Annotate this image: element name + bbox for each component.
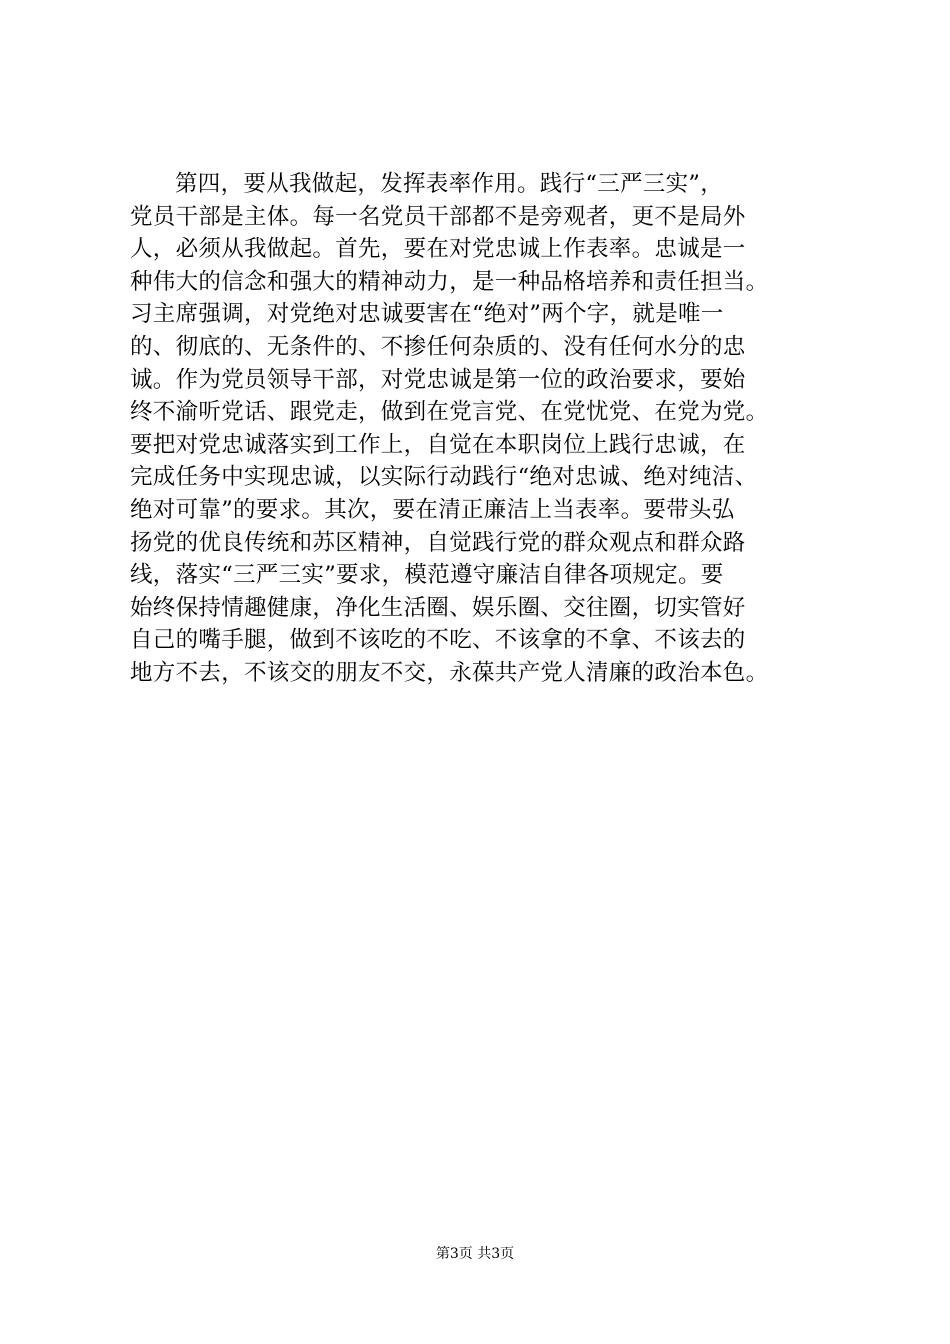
paragraph-line: 诚。作为党员领导干部，对党忠诚是第一位的政治要求，要始: [130, 366, 746, 393]
paragraph-line: 要把对党忠诚落实到工作上，自觉在本职岗位上践行忠诚，在: [130, 431, 746, 458]
paragraph-line: 的、彻底的、无条件的、不掺任何杂质的、没有任何水分的忠: [130, 333, 746, 360]
page-footer: 第3页 共3页: [435, 1246, 515, 1262]
paragraph-line: 线，落实“三严三实”要求，模范遵守廉洁自律各项规定。要: [130, 562, 724, 589]
paragraph-line: 自己的嘴手腿，做到不该吃的不吃、不该拿的不拿、不该去的: [130, 627, 746, 654]
paragraph-line: 人，必须从我做起。首先，要在对党忠诚上作表率。忠诚是一: [130, 236, 746, 263]
paragraph-line: 终不渝听党话、跟党走，做到在党言党、在党忧党、在党为党。: [130, 399, 769, 426]
paragraph-line: 完成任务中实现忠诚，以实际行动践行“绝对忠诚、绝对纯洁、: [130, 464, 758, 491]
paragraph-line: 种伟大的信念和强大的精神动力，是一种品格培养和责任担当。: [130, 268, 769, 295]
paragraph-line: 始终保持情趣健康，净化生活圈、娱乐圈、交往圈，切实管好: [130, 594, 746, 621]
paragraph-line: 第四，要从我做起，发挥表率作用。践行“三严三实”，: [175, 171, 724, 197]
paragraph-line: 党员干部是主体。每一名党员干部都不是旁观者，更不是局外: [130, 203, 746, 230]
paragraph-line: 习主席强调，对党绝对忠诚要害在“绝对”两个字，就是唯一: [130, 301, 724, 328]
body-paragraph: [130, 168, 840, 690]
paragraph-line: 扬党的优良传统和苏区精神，自觉践行党的群众观点和群众路: [130, 529, 746, 556]
paragraph-line: 地方不去，不该交的朋友不交，永葆共产党人清廉的政治本色。: [130, 659, 769, 686]
paragraph-line: 绝对可靠”的要求。其次，要在清正廉洁上当表率。要带头弘: [130, 496, 735, 523]
